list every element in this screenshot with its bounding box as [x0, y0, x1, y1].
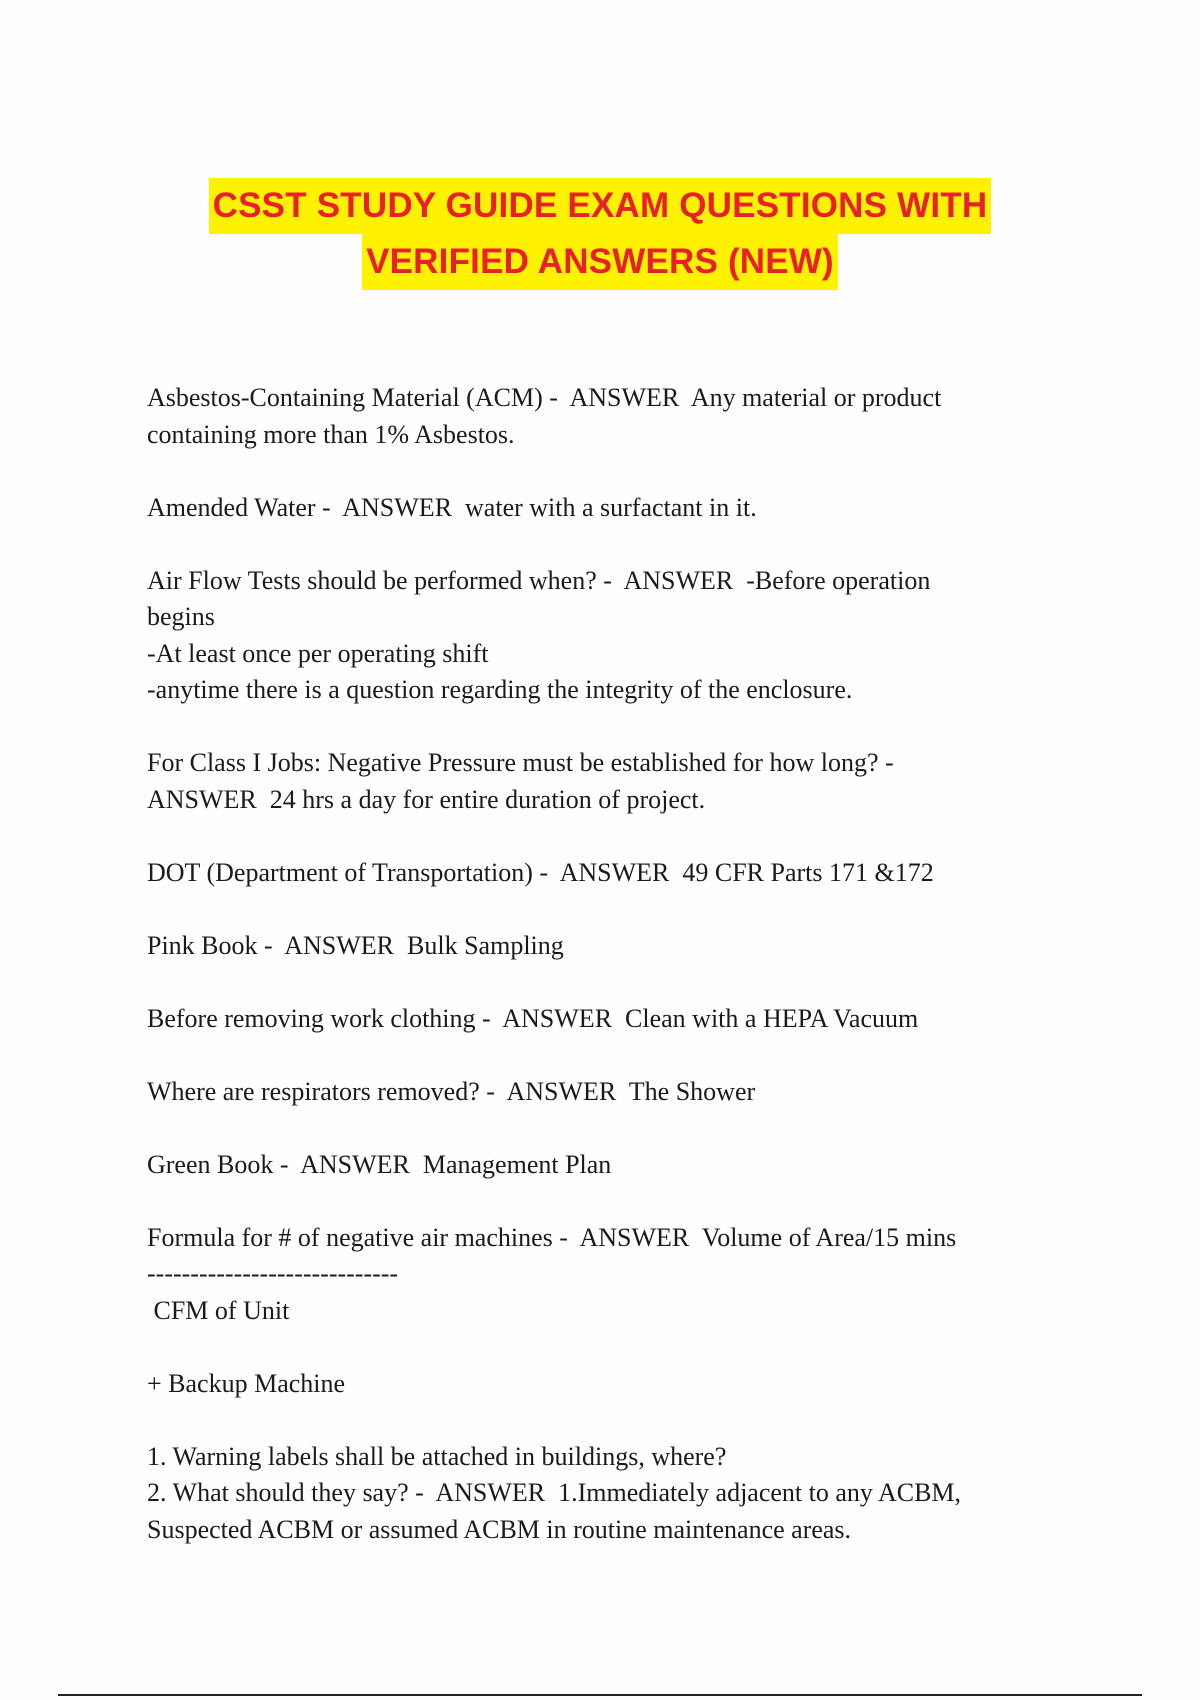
qa-item-air-flow-tests: Air Flow Tests should be performed when? - ANSWER -Before operation begins -At least once per operating shift -anytime there is a question regarding the integrity of the enclosure. — [147, 565, 931, 704]
qa-item-pink-book: Pink Book - ANSWER Bulk Sampling — [147, 930, 564, 960]
qa-item-work-clothing: Before removing work clothing - ANSWER Clean with a HEPA Vacuum — [147, 1003, 919, 1033]
qa-item-negative-air-formula: Formula for # of negative air machines - ANSWER Volume of Area/15 mins ----------------------------- CFM of Unit — [147, 1222, 957, 1325]
qa-item-warning-labels: 1. Warning labels shall be attached in buildings, where? 2. What should they say? - ANSWER 1.Immediately adjacent to any ACBM, Suspected ACBM or assumed ACBM in routine maintenance areas. — [147, 1441, 962, 1544]
qa-item-respirators: Where are respirators removed? - ANSWER The Shower — [147, 1076, 756, 1106]
title-line-1: CSST STUDY GUIDE EXAM QUESTIONS WITH — [209, 178, 992, 234]
qa-item-backup-machine: + Backup Machine — [147, 1368, 346, 1398]
footer-divider — [58, 1694, 1142, 1696]
qa-item-negative-pressure: For Class I Jobs: Negative Pressure must be established for how long? - ANSWER 24 hrs a day for entire duration of project. — [147, 748, 894, 814]
qa-item-amended-water: Amended Water - ANSWER water with a surfactant in it. — [147, 492, 757, 522]
title-line-2: VERIFIED ANSWERS (NEW) — [362, 234, 838, 290]
qa-list — [147, 380, 1067, 1548]
qa-item-acm: Asbestos-Containing Material (ACM) - ANSWER Any material or product containing more than 1% Asbestos. — [147, 383, 942, 449]
document-title — [0, 178, 1200, 290]
qa-item-dot: DOT (Department of Transportation) - ANSWER 49 CFR Parts 171 &172 — [147, 857, 934, 887]
qa-item-green-book: Green Book - ANSWER Management Plan — [147, 1149, 612, 1179]
